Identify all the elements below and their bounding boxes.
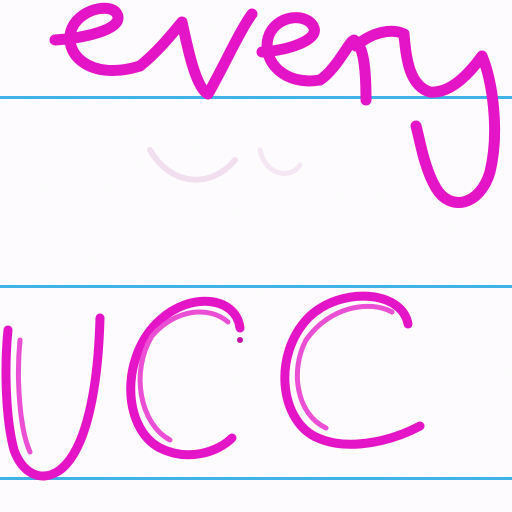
letter-e bbox=[55, 8, 140, 70]
handwritten-word-very bbox=[55, 8, 495, 202]
handwritten-word-ucc bbox=[6, 296, 420, 476]
ink-blot bbox=[237, 337, 243, 343]
letter-v bbox=[140, 14, 252, 94]
letter-u-outline bbox=[18, 340, 30, 452]
letter-e bbox=[262, 18, 320, 81]
letter-c bbox=[285, 296, 420, 444]
letter-c-outline bbox=[140, 312, 228, 440]
letter-c-outline bbox=[297, 306, 392, 428]
letter-c bbox=[131, 301, 240, 454]
letter-y bbox=[404, 34, 495, 203]
letter-r bbox=[320, 31, 404, 100]
